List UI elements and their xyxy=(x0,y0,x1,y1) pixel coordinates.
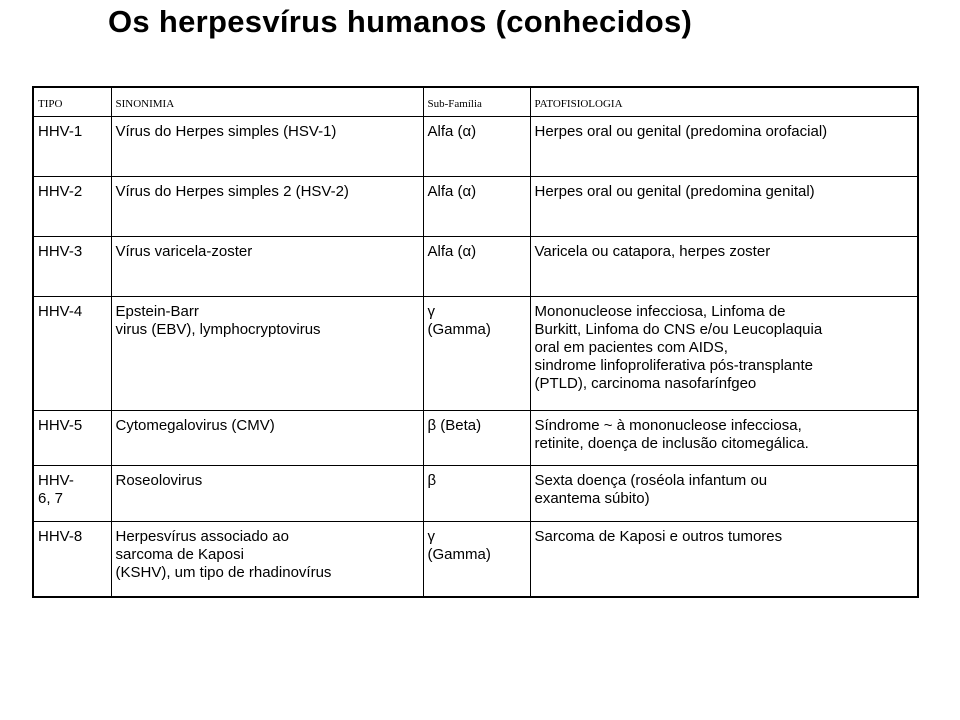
cell-tipo: HHV-4 xyxy=(33,297,111,411)
cell-sinonimia: Vírus do Herpes simples 2 (HSV-2) xyxy=(111,177,423,237)
cell-patofisiologia: Síndrome ~ à mononucleose infecciosa, retinite, doença de inclusão citomegálica. xyxy=(530,411,918,466)
cell-patofisiologia: Sarcoma de Kaposi e outros tumores xyxy=(530,522,918,598)
cell-sub-familia: γ (Gamma) xyxy=(423,297,530,411)
table-row xyxy=(33,522,918,598)
cell-sinonimia: Vírus varicela-zoster xyxy=(111,237,423,297)
cell-patofisiologia: Herpes oral ou genital (predomina orofacial) xyxy=(530,117,918,177)
cell-patofisiologia: Mononucleose infecciosa, Linfoma de Burkitt, Linfoma do CNS e/ou Leucoplaquia oral em pacientes com AIDS, sindrome linfoproliferativa pós-transplante (PTLD), carcinoma nasofarínfgeo xyxy=(530,297,918,411)
cell-sub-familia: γ (Gamma) xyxy=(423,522,530,598)
cell-patofisiologia: Herpes oral ou genital (predomina genital) xyxy=(530,177,918,237)
cell-sub-familia: β xyxy=(423,466,530,522)
cell-tipo: HHV-8 xyxy=(33,522,111,598)
header-sub-familia: Sub-Família xyxy=(423,87,530,117)
table-row xyxy=(33,411,918,466)
cell-tipo: HHV-2 xyxy=(33,177,111,237)
cell-sub-familia: Alfa (α) xyxy=(423,237,530,297)
cell-sinonimia: Roseolovirus xyxy=(111,466,423,522)
cell-tipo: HHV-3 xyxy=(33,237,111,297)
header-sinonimia: SINONIMIA xyxy=(111,87,423,117)
header-patofisiologia: PATOFISIOLOGIA xyxy=(530,87,918,117)
cell-tipo: HHV- 6, 7 xyxy=(33,466,111,522)
cell-sub-familia: Alfa (α) xyxy=(423,117,530,177)
table-row xyxy=(33,297,918,411)
cell-tipo: HHV-1 xyxy=(33,117,111,177)
cell-sub-familia: β (Beta) xyxy=(423,411,530,466)
cell-sinonimia: Herpesvírus associado ao sarcoma de Kaposi (KSHV), um tipo de rhadinovírus xyxy=(111,522,423,598)
table-header-row xyxy=(33,87,918,117)
table-row xyxy=(33,117,918,177)
page-title: Os herpesvírus humanos (conhecidos) xyxy=(108,4,693,39)
cell-sinonimia: Epstein-Barr virus (EBV), lymphocryptovirus xyxy=(111,297,423,411)
cell-sinonimia: Vírus do Herpes simples (HSV-1) xyxy=(111,117,423,177)
herpesvirus-table xyxy=(32,86,919,598)
table-row xyxy=(33,177,918,237)
cell-patofisiologia: Sexta doença (roséola infantum ou exantema súbito) xyxy=(530,466,918,522)
table-row xyxy=(33,237,918,297)
cell-sinonimia: Cytomegalovirus (CMV) xyxy=(111,411,423,466)
table-row xyxy=(33,466,918,522)
cell-sub-familia: Alfa (α) xyxy=(423,177,530,237)
cell-tipo: HHV-5 xyxy=(33,411,111,466)
cell-patofisiologia: Varicela ou catapora, herpes zoster xyxy=(530,237,918,297)
header-tipo: TIPO xyxy=(33,87,111,117)
